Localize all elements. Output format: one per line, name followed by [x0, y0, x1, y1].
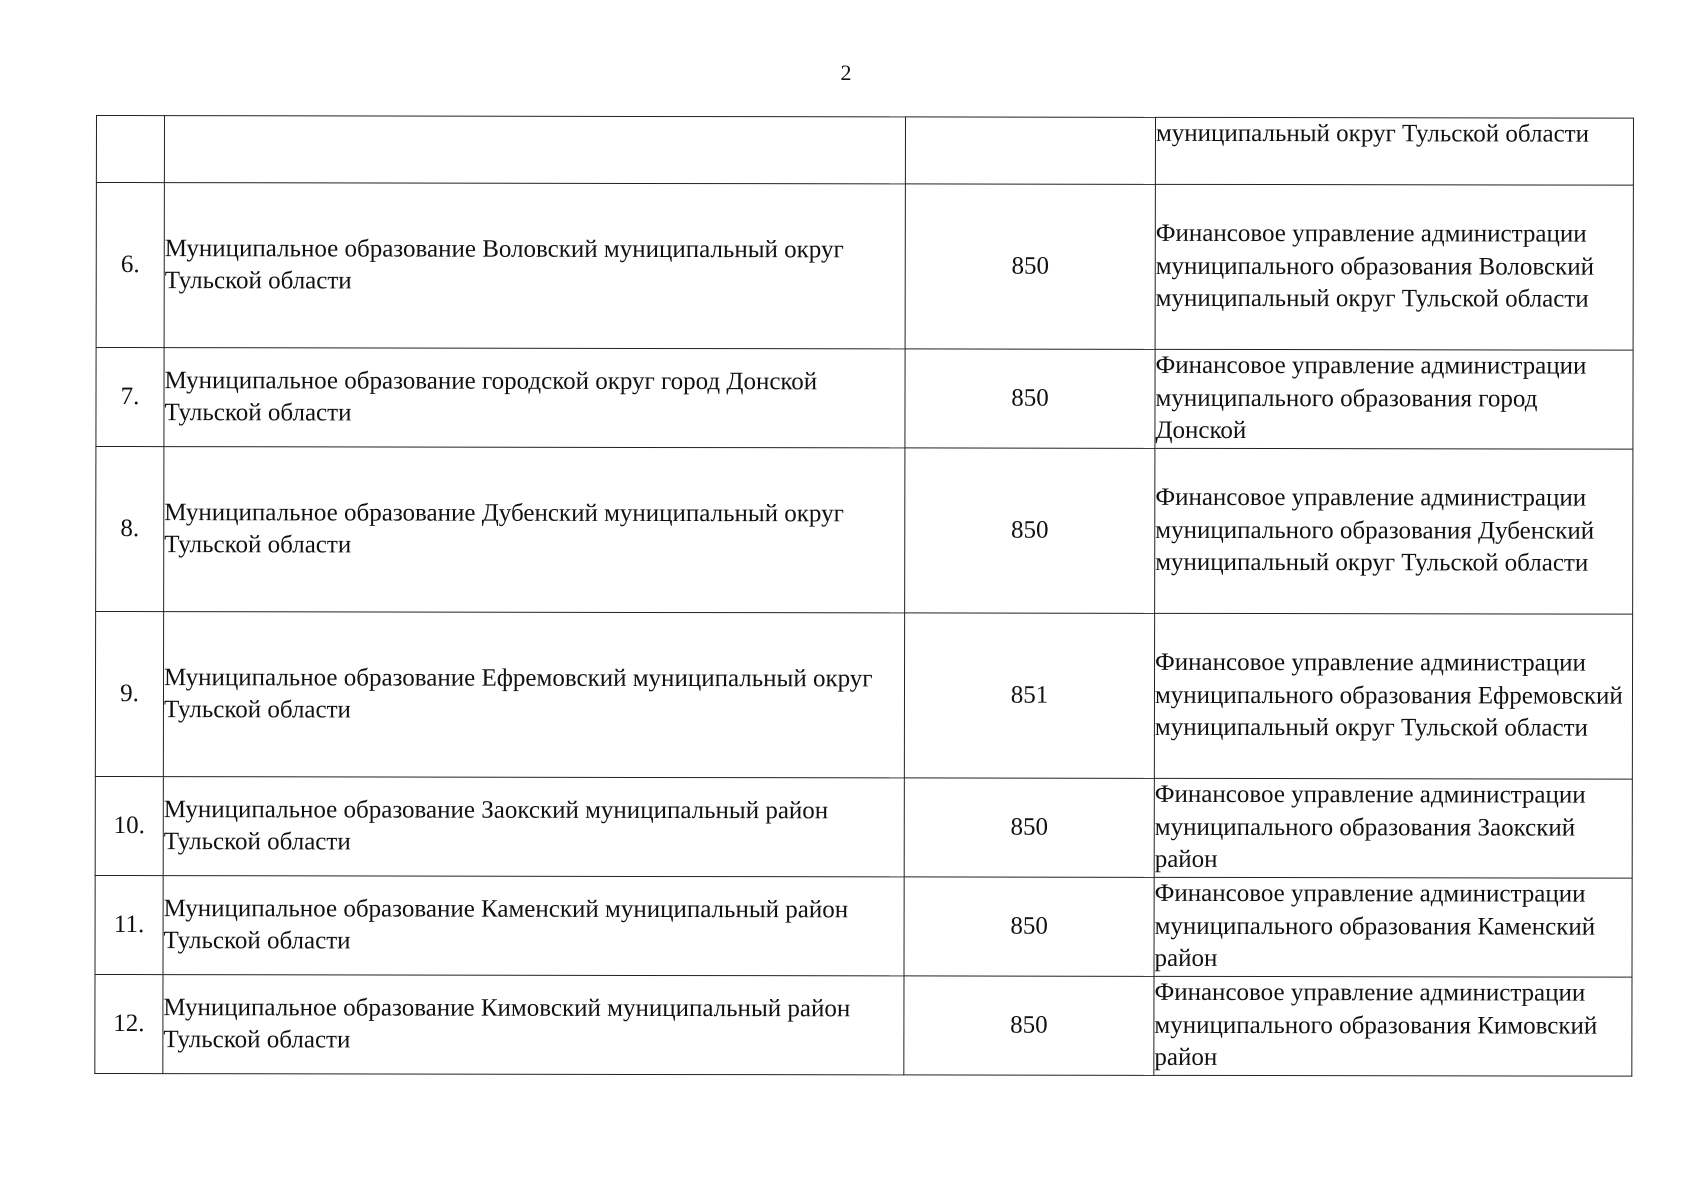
table-row	[96, 348, 1633, 450]
table-row	[95, 875, 1632, 977]
municipality-name: Муниципальное образование Каменский муниципальный район Тульской области	[163, 876, 904, 976]
row-number	[96, 116, 164, 183]
financial-authority: Финансовое управление администрации муниципального образования Заокский район	[1154, 778, 1632, 878]
municipal-table	[94, 115, 1634, 1077]
budget-code	[905, 117, 1155, 184]
municipality-name: Муниципальное образование Кимовский муниципальный район Тульской области	[163, 975, 904, 1075]
municipality-name: Муниципальное образование Заокский муниципальный район Тульской области	[163, 777, 904, 877]
financial-authority: Финансовое управление администрации муниципального образования Воловский муниципальный округ Тульской области	[1155, 184, 1633, 350]
table-row-continuation	[96, 116, 1633, 186]
budget-code: 850	[905, 349, 1155, 448]
table-row	[95, 776, 1632, 878]
row-number: 12.	[95, 974, 163, 1073]
financial-authority: муниципальный округ Тульской области	[1155, 117, 1633, 185]
row-number: 9.	[95, 612, 163, 777]
page-number: 2	[840, 60, 852, 85]
budget-code: 850	[904, 976, 1154, 1075]
financial-authority: Финансовое управление администрации муниципального образования город Донской	[1155, 349, 1633, 449]
budget-code: 850	[905, 184, 1155, 349]
table-row	[96, 183, 1633, 351]
municipality-name: Муниципальное образование Воловский муниципальный округ Тульской области	[164, 183, 905, 349]
row-number: 10.	[95, 776, 163, 875]
table-row	[95, 612, 1632, 780]
municipality-name: Муниципальное образование Дубенский муниципальный округ Тульской области	[164, 447, 905, 613]
row-number: 8.	[96, 447, 164, 612]
budget-code: 851	[904, 613, 1154, 778]
row-number: 7.	[96, 348, 164, 447]
row-number: 11.	[95, 875, 163, 974]
table-row	[96, 447, 1633, 615]
budget-code: 850	[904, 877, 1154, 976]
financial-authority: Финансовое управление администрации муниципального образования Ефремовский муниципальный округ Тульской области	[1154, 613, 1632, 779]
financial-authority: Финансовое управление администрации муниципального образования Каменский район	[1154, 877, 1632, 977]
table-row	[95, 974, 1632, 1076]
municipality-name: Муниципальное образование городской округ город Донской Тульской области	[164, 348, 905, 448]
municipality-name: Муниципальное образование Ефремовский муниципальный округ Тульской области	[163, 612, 904, 778]
budget-code: 850	[905, 448, 1155, 613]
budget-code: 850	[904, 778, 1154, 877]
financial-authority: Финансовое управление администрации муниципального образования Кимовский район	[1154, 976, 1632, 1076]
row-number: 6.	[96, 183, 164, 348]
municipality-name	[164, 116, 905, 184]
financial-authority: Финансовое управление администрации муниципального образования Дубенский муниципальный округ Тульской области	[1155, 448, 1633, 614]
